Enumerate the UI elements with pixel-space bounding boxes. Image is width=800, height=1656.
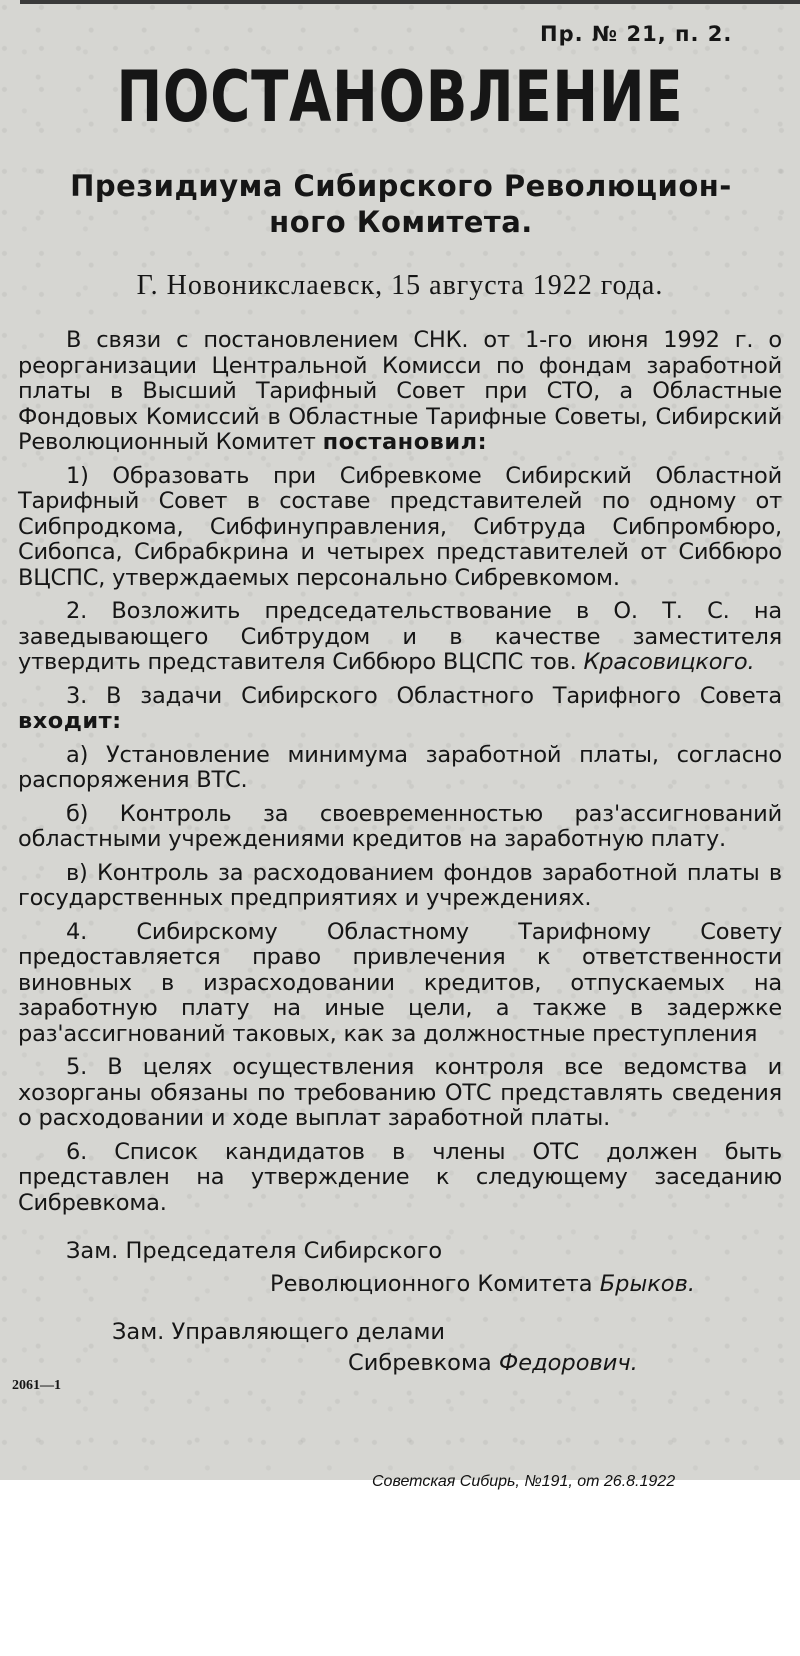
item-3-run-in: входит: — [18, 708, 122, 734]
print-code: 2061—1 — [12, 1378, 61, 1393]
preamble-text: В связи с постановлением СНК. от 1-го июня 1992 г. о реорганизации Центральной Комисси по фондам заработной платы в Высший Тарифный Совет при СТО, а Областные Фондовых Комиссий в Областные Тарифные Советы, Сибирский Революционный Комитет — [18, 327, 782, 455]
signature-2-title: Зам. Управляющего делами — [112, 1319, 446, 1345]
signature-2-line — [348, 1350, 638, 1376]
preamble-run-in: постановил: — [322, 429, 488, 455]
document-title: ПОСТАНОВЛЕНИЕ — [116, 56, 684, 138]
item-5: 5. В целях осуществления контроля все ведомства и хозорганы обязаны по требованию ОТС представлять сведения о расходовании и ходе выплат заработной платы. — [18, 1054, 782, 1131]
signature-1-title: Зам. Председателя Сибирского — [66, 1238, 443, 1264]
document-subtitle — [18, 168, 784, 240]
item-3c: в) Контроль за расходованием фондов заработной платы в государственных предприятиях и учреждениях. — [18, 859, 782, 911]
item-2-text: 2. Возложить председательствование в О. Т. С. на заведывающего Сибтрудом и в качестве заместителя утвердить представителя Сиббюро ВЦСПС тов. — [18, 598, 782, 675]
source-caption: Советская Сибирь, №191, от 26.8.1922 — [372, 1473, 676, 1490]
item-3-text: 3. В задачи Сибирского Областного Тарифного Совета — [66, 682, 782, 709]
item-2-name: Красовицкого. — [583, 649, 755, 675]
item-3b: б) Контроль за своевременностью раз'ассигнований областными учреждениями кредитов на заработную плату. — [18, 800, 782, 852]
item-3a: а) Установление минимума заработной платы, согласно распоряжения ВТС. — [18, 741, 782, 793]
subtitle-line-2: ного Комитета. — [269, 205, 533, 239]
top-rule — [20, 0, 800, 4]
signature-1-org: Революционного Комитета — [270, 1271, 593, 1297]
subtitle-line-1: Президиума Сибирского Революцион- — [70, 169, 732, 203]
signature-2-org: Сибревкома — [348, 1350, 492, 1376]
signature-1-name: Брыков. — [599, 1271, 695, 1297]
resolution-body — [18, 328, 782, 1224]
item-6: 6. Список кандидатов в члены ОТС должен быть представлен на утверждение к следующему заседанию Сибревкома. — [18, 1138, 782, 1216]
preamble-paragraph — [18, 328, 782, 456]
signature-2-name: Федорович. — [498, 1350, 638, 1376]
signature-1-line — [270, 1271, 695, 1297]
place-date: Г. Новоникслаевск, 15 августа 1922 года. — [136, 270, 664, 301]
item-3 — [18, 684, 782, 735]
item-1: 1) Образовать при Сибревкоме Сибирский Областной Тарифный Совет в составе представителей по одному от Сибпродкома, Сибфинуправления, Сибтруда Сибпромбюро, Сибопса, Сибрабкрина и четырех представителей от Сиббюро ВЦСПС, утверждаемых персонально Сибревкомом. — [18, 462, 782, 591]
item-4: 4. Сибирскому Областному Тарифному Совету предоставляется право привлечения к ответственности виновных в израсходовании кредитов, отпускаемых на заработную плату на иные цели, а также в задержке раз'ассигнований таковых, как за должностные преступления — [18, 918, 782, 1047]
protocol-reference: Пр. № 21, п. 2. — [540, 22, 733, 46]
item-2 — [18, 599, 782, 676]
